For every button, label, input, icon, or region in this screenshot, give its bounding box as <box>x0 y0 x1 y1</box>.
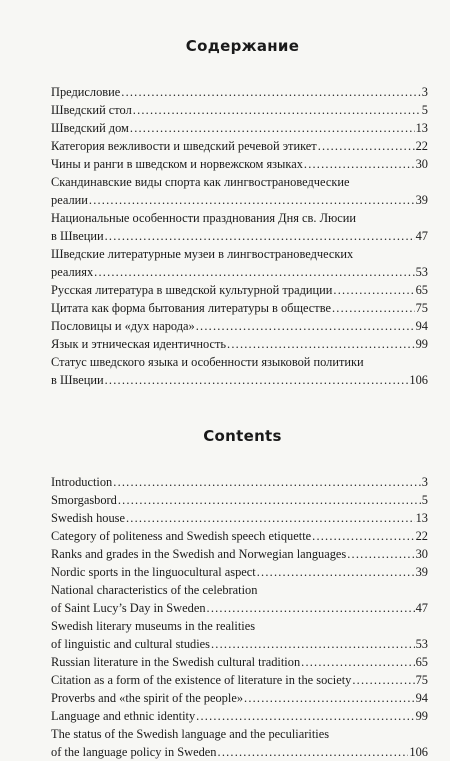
dot-leader <box>113 473 421 491</box>
toc-entry-page-number: 30 <box>415 547 428 561</box>
toc-entry-line <box>51 263 428 281</box>
toc-entry <box>51 335 428 353</box>
dot-leader <box>347 545 414 563</box>
toc-entry-page-number: 94 <box>415 691 428 705</box>
toc-entry <box>51 317 428 335</box>
dot-leader <box>333 281 414 299</box>
toc-entry-title: Пословицы и «дух народа» <box>51 319 195 333</box>
toc-entry-title: Шведский стол <box>51 103 132 117</box>
toc-entry-title: Introduction <box>51 475 113 489</box>
dot-leader <box>352 671 414 689</box>
toc-entry-page-number: 13 <box>415 121 428 135</box>
toc-entry-page-number: 39 <box>415 565 428 579</box>
toc-entry <box>51 245 428 281</box>
toc-entry-title-line: Национальные особенности празднования Дня св. Люсии <box>51 211 356 225</box>
dot-leader <box>318 137 415 155</box>
toc-entry-title: Чины и ранги в шведском и норвежском языках <box>51 157 303 171</box>
dot-leader <box>332 299 415 317</box>
toc-entry-page-number: 5 <box>421 103 428 117</box>
toc-entry <box>51 689 428 707</box>
toc-entry-page-number: 3 <box>421 475 428 489</box>
toc-entry-title: Ranks and grades in the Swedish and Norwegian languages <box>51 547 347 561</box>
toc-entry-title: Nordic sports in the linguocultural aspect <box>51 565 256 579</box>
toc-entry-title: Russian literature in the Swedish cultural tradition <box>51 655 301 669</box>
dot-leader <box>244 689 415 707</box>
toc-entry-line <box>51 689 428 707</box>
dot-leader <box>196 707 414 725</box>
toc-entry-line <box>51 599 428 617</box>
toc-entry <box>51 281 428 299</box>
dot-leader <box>301 653 414 671</box>
toc-entry <box>51 101 428 119</box>
toc-entry-line <box>51 155 428 173</box>
toc-entry-title-line: The status of the Swedish language and the peculiarities <box>51 727 330 741</box>
toc-entry-page-number: 99 <box>415 337 428 351</box>
toc-entry-page-number: 75 <box>415 301 428 315</box>
dot-leader <box>257 563 415 581</box>
toc-entry <box>51 83 428 101</box>
toc-entry <box>51 653 428 671</box>
toc-entry-page-number: 65 <box>415 655 428 669</box>
toc-entry-page-number: 65 <box>415 283 428 297</box>
toc-entry-line <box>51 299 428 317</box>
toc-entry-page-number: 39 <box>415 193 428 207</box>
toc-entry <box>51 563 428 581</box>
toc-list-ru <box>51 83 428 389</box>
section-title-en: Contents <box>203 427 282 445</box>
toc-entry <box>51 707 428 725</box>
section-gap <box>51 389 428 427</box>
toc-entry-page-number: 106 <box>409 373 428 387</box>
toc-entry <box>51 725 428 761</box>
toc-entry-title: Предисловие <box>51 85 121 99</box>
toc-entry-title: of linguistic and cultural studies <box>51 637 210 651</box>
toc-entry-title: реалиях <box>51 265 94 279</box>
toc-entry-title: в Швеции <box>51 373 104 387</box>
toc-entry <box>51 545 428 563</box>
toc-entry-title-line: Шведские литературные музеи в лингвострановедческих <box>51 247 354 261</box>
toc-entry-line <box>51 101 428 119</box>
toc-entry <box>51 527 428 545</box>
dot-leader <box>227 335 415 353</box>
toc-entry-line <box>51 473 428 491</box>
toc-entry-page-number: 53 <box>415 637 428 651</box>
toc-entry-page-number: 53 <box>415 265 428 279</box>
toc-entry <box>51 491 428 509</box>
dot-leader <box>94 263 414 281</box>
toc-entry-line <box>51 317 428 335</box>
toc-entry-title: в Швеции <box>51 229 104 243</box>
toc-entry-line <box>51 119 428 137</box>
toc-entry-title: Language and ethnic identity <box>51 709 196 723</box>
toc-entry-line <box>51 671 428 689</box>
toc-entry-page-number: 22 <box>415 529 428 543</box>
dot-leader <box>105 227 415 245</box>
dot-leader <box>121 83 421 101</box>
toc-entry <box>51 671 428 689</box>
section-title-ru: Содержание <box>185 37 300 55</box>
dot-leader <box>126 509 415 527</box>
toc-entry <box>51 137 428 155</box>
toc-entry-line <box>51 545 428 563</box>
toc-entry <box>51 155 428 173</box>
toc-entry-title: Категория вежливости и шведский речевой этикет <box>51 139 317 153</box>
toc-entry-line <box>51 563 428 581</box>
toc-entry-page-number: 5 <box>421 493 428 507</box>
toc-entry-line <box>51 137 428 155</box>
dot-leader <box>312 527 414 545</box>
toc-entry-line <box>51 707 428 725</box>
toc-entry-line <box>51 371 428 389</box>
toc-entry-line <box>51 743 428 761</box>
toc-entry-title: Swedish house <box>51 511 125 525</box>
toc-entry <box>51 353 428 389</box>
toc-entry-line <box>51 281 428 299</box>
toc-entry-page-number: 13 <box>415 511 428 525</box>
toc-entry-page-number: 75 <box>415 673 428 687</box>
toc-list-en <box>51 473 428 761</box>
toc-entry-title-line: National characteristics of the celebration <box>51 583 258 597</box>
dot-leader <box>304 155 415 173</box>
toc-entry-title: Category of politeness and Swedish speech etiquette <box>51 529 312 543</box>
toc-entry-page-number: 94 <box>415 319 428 333</box>
toc-entry-line <box>51 335 428 353</box>
toc-entry-line <box>51 653 428 671</box>
toc-entry-title: Citation as a form of the existence of literature in the society <box>51 673 352 687</box>
toc-entry-title-line: Swedish literary museums in the realities <box>51 619 256 633</box>
toc-entry-title: Русская литература в шведской культурной традиции <box>51 283 333 297</box>
toc-entry-title: of the language policy in Sweden <box>51 745 217 759</box>
toc-entry-page-number: 99 <box>415 709 428 723</box>
toc-entry <box>51 581 428 617</box>
toc-entry-page-number: 30 <box>415 157 428 171</box>
toc-entry-title: of Saint Lucy’s Day in Sweden <box>51 601 206 615</box>
toc-entry-line <box>51 191 428 209</box>
toc-entry-title: Smorgasbord <box>51 493 117 507</box>
toc-entry <box>51 509 428 527</box>
dot-leader <box>211 635 415 653</box>
toc-entry-line <box>51 527 428 545</box>
toc-entry-title: Язык и этническая идентичность <box>51 337 227 351</box>
toc-entry-title: реалии <box>51 193 88 207</box>
dot-leader <box>207 599 415 617</box>
dot-leader <box>105 371 409 389</box>
toc-entry-page-number: 3 <box>421 85 428 99</box>
toc-entry-line <box>51 509 428 527</box>
dot-leader <box>89 191 415 209</box>
toc-entry-line <box>51 83 428 101</box>
toc-entry <box>51 299 428 317</box>
dot-leader <box>130 119 415 137</box>
dot-leader <box>133 101 421 119</box>
toc-entry <box>51 617 428 653</box>
toc-entry-page-number: 22 <box>415 139 428 153</box>
toc-entry-line <box>51 635 428 653</box>
toc-entry-page-number: 106 <box>409 745 428 759</box>
dot-leader <box>218 743 409 761</box>
dot-leader <box>118 491 421 509</box>
dot-leader <box>196 317 415 335</box>
toc-entry-line <box>51 491 428 509</box>
toc-entry-line <box>51 227 428 245</box>
toc-entry-title: Цитата как форма бытования литературы в обществе <box>51 301 331 315</box>
toc-entry-title: Proverbs and «the spirit of the people» <box>51 691 244 705</box>
toc-entry <box>51 119 428 137</box>
toc-entry-title: Шведский дом <box>51 121 129 135</box>
toc-entry <box>51 473 428 491</box>
toc-entry <box>51 209 428 245</box>
toc-entry-title-line: Скандинавские виды спорта как лингвострановедческие <box>51 175 350 189</box>
toc-entry-page-number: 47 <box>415 229 428 243</box>
toc-entry-page-number: 47 <box>415 601 428 615</box>
toc-entry-title-line: Статус шведского языка и особенности языковой политики <box>51 355 364 369</box>
toc-entry <box>51 173 428 209</box>
